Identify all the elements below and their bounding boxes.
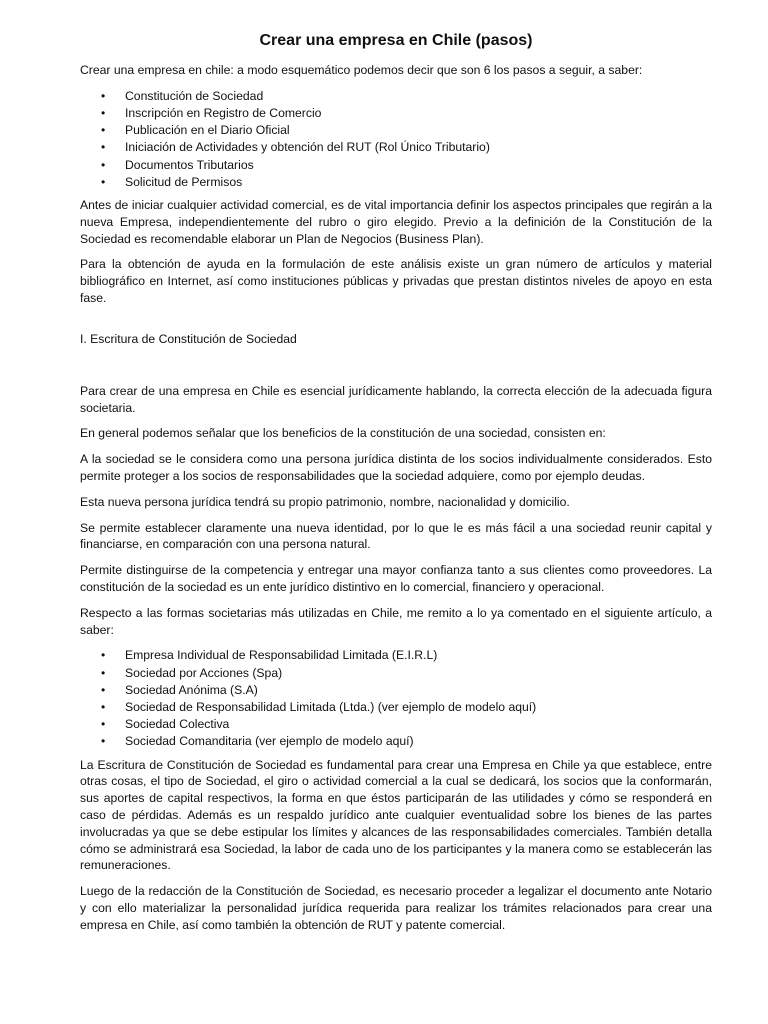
list-item: • Sociedad por Acciones (Spa) <box>80 665 712 682</box>
company-types-list <box>80 647 712 750</box>
body-paragraph: Se permite establecer claramente una nueva identidad, por lo que le es más fácil a una sociedad reunir capital y financiarse, en comparación con una persona natural. <box>80 520 712 552</box>
body-paragraph: En general podemos señalar que los beneficios de la constitución de una sociedad, consisten en: <box>80 426 606 441</box>
body-paragraph: La Escritura de Constitución de Sociedad es fundamental para crear una Empresa en Chile ya que establece, entre otras cosas, el tipo de Sociedad, el giro o actividad comercial a la cual se dedicará, los socios que la conformarán, sus aportes de capital respectivos, la forma en que éstos participarán de las utilidades y cómo se responderá en caso de pérdidas. Además es un respaldo jurídico ante cualquier eventualidad sobre los bienes de las partes involucradas ya que se debe estipular los límites y alcances de las responsabilidades comerciales. También detalla cómo se administrará esa Sociedad, la labor de cada uno de los participantes y la manera como se establecerán las remuneraciones. <box>80 757 712 873</box>
list-item: • Documentos Tributarios <box>80 157 712 174</box>
list-item: • Empresa Individual de Responsabilidad Limitada (E.I.R.L) <box>80 647 712 664</box>
body-paragraph: Antes de iniciar cualquier actividad comercial, es de vital importancia definir los aspectos principales que regirán a la nueva Empresa, independientemente del rubro o giro elegido. Previo a la definición de la Constitución de la Sociedad es recomendable elaborar un Plan de Negocios (Business Plan). <box>80 198 712 246</box>
list-item: • Constitución de Sociedad <box>80 88 712 105</box>
spacer <box>80 348 712 383</box>
intro-paragraph: Crear una empresa en chile: a modo esquemático podemos decir que son 6 los pasos a seguir, a saber: <box>80 63 643 77</box>
list-item: • Inscripción en Registro de Comercio <box>80 105 712 122</box>
steps-list <box>80 88 712 191</box>
body-paragraph: Luego de la redacción de la Constitución de Sociedad, es necesario proceder a legalizar el documento ante Notario y con ello materializar la personalidad jurídica requerida para realizar los trámites relacionados para crear una empresa en Chile, así como también la obtención de RUT y patente comercial. <box>80 884 712 932</box>
body-paragraph: A la sociedad se le considera como una persona jurídica distinta de los socios individualmente considerados. Esto permite proteger a los socios de responsabilidades que la sociedad adquiere, como por ejemplo deudas. <box>80 452 712 483</box>
body-paragraph: Permite distinguirse de la competencia y entregar una mayor confianza tanto a sus clientes como proveedores. La constitución de la sociedad es un ente jurídico distintivo en lo comercial, financiero y operacional. <box>80 563 712 594</box>
list-item: • Solicitud de Permisos <box>80 174 712 191</box>
list-item: • Publicación en el Diario Oficial <box>80 122 712 139</box>
list-item: • Sociedad Anónima (S.A) <box>80 682 712 699</box>
body-paragraph: Respecto a las formas societarias más utilizadas en Chile, me remito a lo ya comentado en el siguiente artículo, a saber: <box>80 605 712 637</box>
list-item: • Iniciación de Actividades y obtención del RUT (Rol Único Tributario) <box>80 139 712 156</box>
body-paragraph: Esta nueva persona jurídica tendrá su propio patrimonio, nombre, nacionalidad y domicilio. <box>80 494 570 509</box>
list-item: • Sociedad Comanditaria (ver ejemplo de modelo aquí) <box>80 733 712 750</box>
list-item: • Sociedad Colectiva <box>80 716 712 733</box>
page-title: Crear una empresa en Chile (pasos) <box>259 32 533 49</box>
section-heading: I. Escritura de Constitución de Sociedad <box>80 331 297 346</box>
list-item: • Sociedad de Responsabilidad Limitada (Ltda.) (ver ejemplo de modelo aquí) <box>80 699 712 716</box>
body-paragraph: Para crear de una empresa en Chile es esencial jurídicamente hablando, la correcta elección de la adecuada figura societaria. <box>80 383 712 415</box>
body-paragraph: Para la obtención de ayuda en la formulación de este análisis existe un gran número de artículos y material bibliográfico en Internet, así como instituciones públicas y privadas que prestan distintos niveles de apoyo en esta fase. <box>80 257 712 305</box>
document-page <box>80 30 712 943</box>
